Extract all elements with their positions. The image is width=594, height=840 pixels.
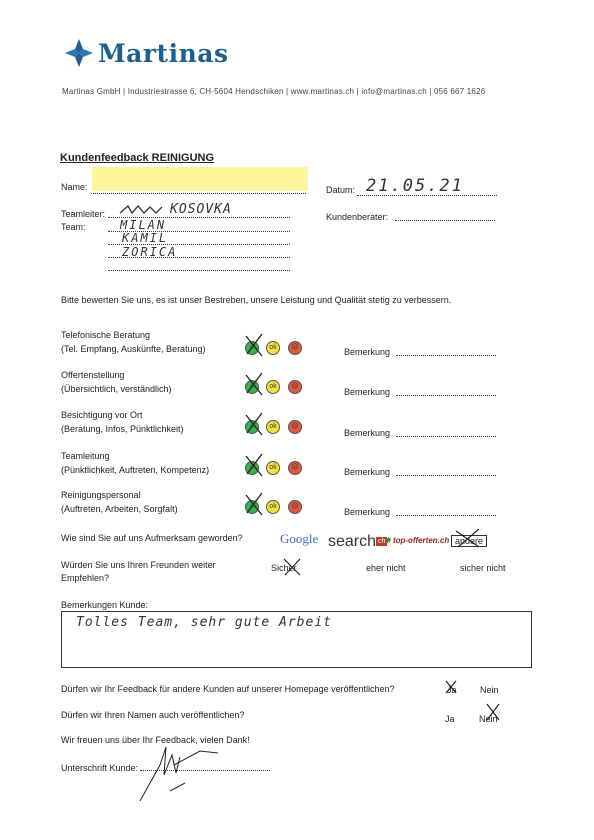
name-redaction-highlight <box>92 167 308 191</box>
rating-2-subtitle: (Übersichtlich, verständlich) <box>61 384 172 394</box>
rating-5-bemerkung-label: Bemerkung <box>344 507 391 517</box>
customer-signature[interactable] <box>130 735 220 805</box>
rating-4-bemerkung-line <box>396 475 496 476</box>
signature-label: Unterschrift Kunde: <box>61 763 139 773</box>
rating-5-subtitle: (Auftreten, Arbeiten, Sorgfalt) <box>61 504 178 514</box>
rating-2-check-mark-icon <box>243 371 265 397</box>
rating-1-check-mark-icon <box>243 332 265 358</box>
logo-emblem-icon <box>64 38 94 68</box>
recommend-option-sicher-nicht[interactable]: sicher nicht <box>460 563 506 573</box>
publish-yes-cross-mark-icon <box>443 678 459 696</box>
rating-3-check-mark-icon <box>243 411 265 437</box>
rating-1-title: Telefonische Beratung <box>61 330 151 340</box>
rating-3-ok-face-icon[interactable]: ok <box>266 420 280 434</box>
name-label: Name: <box>61 182 88 192</box>
name-line <box>91 193 306 194</box>
rating-4-ok-face-icon[interactable]: ok <box>266 461 280 475</box>
publish-no-option[interactable]: Nein <box>480 685 499 695</box>
teamleiter-label: Teamleiter: <box>61 209 106 219</box>
source-andere-cross-mark-icon <box>453 527 483 549</box>
rating-1-bemerkung-line <box>396 355 496 356</box>
name-publish-question: Dürfen wir Ihren Namen auch veröffentlichen? <box>61 710 245 720</box>
rating-2-title: Offertenstellung <box>61 370 125 380</box>
source-topoffer-logo[interactable] <box>384 536 449 545</box>
publish-yes-option[interactable]: Ja <box>447 685 457 695</box>
form-title: Kundenfeedback REINIGUNG <box>60 152 215 164</box>
source-search-logo[interactable] <box>328 533 387 551</box>
rating-4-bad-face-icon[interactable]: ☹ <box>288 461 302 475</box>
rating-intro: Bitte bewerten Sie uns, es ist unser Bestreben, unsere Leistung und Qualität stetig zu verbessern. <box>61 295 452 305</box>
teamleiter-value[interactable]: KOSOVKA <box>170 202 232 217</box>
rating-3-good-face-icon[interactable]: ☺ <box>245 420 259 434</box>
source-search-label: search <box>328 533 377 550</box>
datum-label: Datum: <box>326 185 356 195</box>
comment-box[interactable] <box>61 611 532 668</box>
rating-5-check-mark-icon <box>243 491 265 517</box>
rating-1-bemerkung-label: Bemerkung <box>344 347 391 357</box>
rating-5-ok-face-icon[interactable]: ok <box>266 500 280 514</box>
recommend-question-line1: Würden Sie uns Ihren Freunden weiter <box>61 560 216 570</box>
datum-value[interactable]: 21.05.21 <box>366 176 464 196</box>
recommend-question-line2: Empfehlen? <box>61 573 110 583</box>
rating-2-bad-face-icon[interactable]: ☹ <box>288 380 302 394</box>
source-search-suffix: ch <box>378 538 386 546</box>
rating-4-bemerkung-label: Bemerkung <box>344 467 391 477</box>
rating-2-bemerkung-line <box>396 395 496 396</box>
team-line-4 <box>108 270 290 271</box>
team-member-2[interactable]: KAMIL <box>122 231 169 245</box>
source-topoffer-label: top-offerten.ch <box>392 536 450 545</box>
source-question: Wie sind Sie auf uns Aufmerksam geworden? <box>61 533 243 543</box>
team-member-3[interactable]: ZORICA <box>122 245 178 259</box>
teamleiter-scribble <box>118 203 164 217</box>
kundenberater-line <box>395 220 495 221</box>
comment-value: Tolles Team, sehr gute Arbeit <box>76 615 332 630</box>
rating-4-good-face-icon[interactable]: ☺ <box>245 461 259 475</box>
source-google-label: Google <box>280 531 319 546</box>
logo-wordmark: Martinas <box>98 39 229 68</box>
rating-5-bad-face-icon[interactable]: ☹ <box>288 500 302 514</box>
publish-question: Dürfen wir Ihr Feedback für andere Kunden auf unserer Homepage veröffentlichen? <box>61 684 395 694</box>
recommend-option-eher-nicht[interactable]: eher nicht <box>366 563 406 573</box>
kundenberater-label: Kundenberater: <box>326 212 389 222</box>
thanks-text: Wir freuen uns über Ihr Feedback, vielen Dank! <box>61 735 250 745</box>
rating-2-ok-face-icon[interactable]: ok <box>266 380 280 394</box>
source-google-logo[interactable] <box>280 531 318 547</box>
rating-3-title: Besichtigung vor Ort <box>61 410 143 420</box>
team-member-1[interactable]: MILAN <box>120 218 167 232</box>
rating-4-title: Teamleitung <box>61 451 110 461</box>
comment-label: Bemerkungen Kunde: <box>61 600 149 610</box>
rating-3-subtitle: (Beratung, Infos, Pünktlichkeit) <box>61 424 184 434</box>
rating-3-bemerkung-label: Bemerkung <box>344 428 391 438</box>
recommend-option-sicher[interactable]: Sicher <box>271 563 297 573</box>
recommend-sicher-cross-mark-icon <box>281 556 303 578</box>
rating-2-bemerkung-label: Bemerkung <box>344 387 391 397</box>
source-andere-label: andere <box>455 536 484 546</box>
rating-1-bad-face-icon[interactable]: ☹ <box>288 341 302 355</box>
rating-2-good-face-icon[interactable]: ☺ <box>245 380 259 394</box>
company-address: Martinas GmbH | Industriestrasse 6, CH-5604 Hendschiken | www.martinas.ch | info@martinas.ch | 056 667 1626 <box>62 87 486 96</box>
rating-3-bad-face-icon[interactable]: ☹ <box>288 420 302 434</box>
rating-5-good-face-icon[interactable]: ☺ <box>245 500 259 514</box>
rating-5-bemerkung-line <box>396 515 496 516</box>
rating-5-title: Reinigungspersonal <box>61 490 141 500</box>
rating-1-subtitle: (Tel. Empfang, Auskünfte, Beratung) <box>61 344 206 354</box>
rating-3-bemerkung-line <box>396 436 496 437</box>
rating-1-good-face-icon[interactable]: ☺ <box>245 341 259 355</box>
rating-4-subtitle: (Pünktlichkeit, Auftreten, Kompetenz) <box>61 465 210 475</box>
rating-4-check-mark-icon <box>243 452 265 478</box>
name-publish-no-cross-mark-icon <box>484 701 502 723</box>
star-icon: ✸ <box>384 536 391 545</box>
rating-1-ok-face-icon[interactable]: ok <box>266 341 280 355</box>
name-publish-yes-option[interactable]: Ja <box>445 714 455 724</box>
team-label: Team: <box>61 222 86 232</box>
name-publish-no-option[interactable]: Nein <box>479 714 498 724</box>
